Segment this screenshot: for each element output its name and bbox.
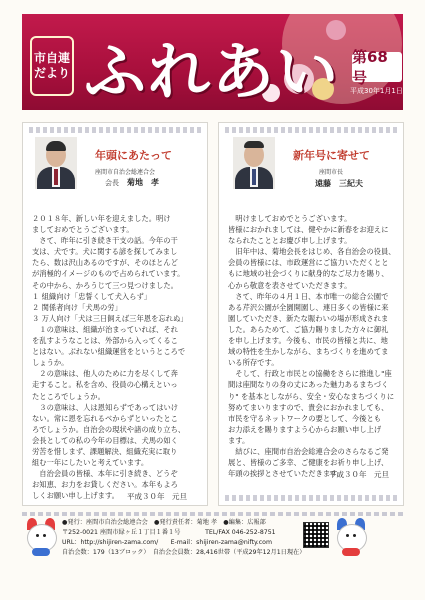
body-line: １の意味は、組織が治まっていれば、それ [32,324,178,334]
body-line: ２の意味は、他人のために力を尽くして奔 [32,369,178,379]
mayor-signature-date: 平成３０年 元旦 [329,470,389,479]
mascot-icon [24,516,58,556]
chairman-greeting-column [22,122,208,506]
association-line-1: 市自連 [33,51,70,65]
decorative-border [225,495,397,501]
body-line: 展と、皆様のご多幸、ご健康をお祈り申し上げ、 [228,458,389,468]
body-line: その中から、かろうじて三つ見つけました。 [32,280,178,290]
body-line: さて、昨年の４月１日、本市唯一の総合公園で [228,291,389,301]
body-line: 走すること。私を含め、役員の心構えといっ [32,380,178,390]
body-line: さて、昨年に引き続き干支の話。今年の干 [32,236,178,246]
masthead-banner [22,14,403,110]
body-line: 結びに、座間市自治会総連合会のさらなるご発 [228,446,389,456]
chairman-signature-date: 平成３０年 元旦 [127,492,187,501]
body-line: ろでしょうか。自治会の現状や諸の成り立ち、 [32,424,186,434]
body-line: ない。常に恩を忘れるべからずといったとこ [32,413,178,423]
body-line: 間は座間なりの身の丈にあった魅力あるまちづく [228,380,389,390]
body-line: 旧年中は、菊地会長をはじめ、各自治会の役員、 [228,247,396,257]
association-label [30,36,74,96]
body-line: 心から敬意を表させていただきます。 [228,280,352,290]
body-line: ２ 関係者向け「犬馬の労」 [32,302,122,312]
body-line: たら、数は沢山あるのですが、そのほとんど [32,258,178,268]
body-line: とはない。ぶれない組織運営をというところで [32,347,186,357]
body-line: ましておめでとうございます。 [32,225,134,235]
chairman-org: 座間市自治会総連合会 [95,169,156,176]
body-line: もに地域の社会づくりに献身的なご尽力を賜り、 [228,269,389,279]
mayor-greeting-column [218,122,404,506]
mascot-icon [334,516,368,556]
body-line: ある芹沢公園が全園開園し、連日多くの皆様に来 [228,302,389,312]
mayor-body-text [228,213,396,479]
body-line: ３の意味は、人は恩知らずであってはいけ [32,402,179,412]
body-line: ます。 [228,435,250,445]
decorative-border [225,127,397,133]
body-line: した。あらためて、ご協力賜りました方々に御礼 [228,324,389,334]
footer-address-line: 〒252-0021 座間市緑ヶ丘１丁目１番１号 TEL/FAX 046-252-8751 [62,529,276,536]
mayor-role: 座間市長 [319,169,344,176]
body-line: 会員の皆様には、市政運営にご協力いただくとと [228,258,389,268]
body-line: 支は、犬です。犬に関する諺を探してみまし [32,247,178,257]
body-line: しくお願い申し上げます。 [32,491,119,501]
body-line: 会長としての私の今年の目標は、犬馬の如く [32,435,178,445]
body-line: ３ 万人向け「犬は三日飼えば三年恩を忘れぬ」 [32,313,188,323]
association-line-2: だより [33,66,70,80]
body-line: たところでしょうか。 [32,391,105,401]
mayor-portrait [233,137,275,189]
body-line: 皆様におかれましては、健やかに新春をお迎えに [228,225,389,235]
body-line: そして、行政と市民との協働をさらに推進し"座 [228,369,392,379]
qr-code-icon [303,522,329,548]
body-line: り" を基本としながら、安全・安心なまちづくりに [228,391,395,401]
body-line: 園していただき、新たな賑わいの場が形成されま [228,313,389,323]
decorative-border [29,127,201,133]
body-line: 組む一年にしたいと考えています。 [32,458,149,468]
body-line: 努めてまいりますので、貴会におかれましても、 [228,402,389,412]
mayor-heading: 新年号に寄せて [293,149,370,162]
chairman-name: 菊地 孝 [127,178,159,187]
footer-stats-line: 自治会数：179（13ブロック） 自治会会員数：28,416世帯（平成29年12月1日現在） [62,549,306,556]
body-line: を乱すようなことは、外部から入ってくるこ [32,336,178,346]
body-line: 市民を守るネットワークの要として、今後とも [228,413,382,423]
body-line: が消極的イメージのもので占められています。 [32,269,185,279]
chairman-portrait [35,137,77,189]
body-line: を申し上げます。今後も、市民の皆様と共に、地 [228,336,388,346]
chairman-heading: 年頭にあたって [95,149,172,162]
mayor-name: 遠藤 三紀夫 [315,179,363,188]
body-line: なられたこととお慶び申し上げます。 [228,236,352,246]
body-line: いる所存です。 [228,358,279,368]
body-line: 域の特性を生かしながら、まちづくりを進めてま [228,347,389,357]
body-line: しょうか。 [32,358,69,368]
issue-date: 平成30年1月1日 [350,87,403,95]
body-line: 年頭の挨拶とさせていただきます。 [228,469,345,479]
issue-number: 第68号 [352,52,402,82]
body-line: お知恵、お力をお貸しください。本年もよろ [32,480,178,490]
footer-info [62,518,305,558]
newsletter-title: ふれあい [84,35,341,108]
footer-contact-line: URL：http://shijiren-zama.com/ E-mail：shijiren-zama@nifty.com [62,539,272,546]
body-line: 自治会員の皆様、本年に引き続き、どうぞ [32,469,178,479]
chairman-body-text [32,213,188,501]
body-line: 明けましておめでとうございます。 [228,214,352,223]
body-line: お力添えを賜りますよう心からお願い申し上げ [228,424,382,434]
body-line: 労苦を惜しまず、課題解決、組織充実に取り [32,446,178,456]
footer-publisher-line: ●発行：座間市自治会総連合会 ●発行責任者：菊地 孝 ●編集：広報部 [62,519,266,526]
body-line: １ 組織向け「忠誓くして犬入らず」 [32,291,152,301]
body-line: ２０１８年、新しい年を迎えました。明け [32,214,171,223]
chairman-role: 会長 [105,179,119,187]
